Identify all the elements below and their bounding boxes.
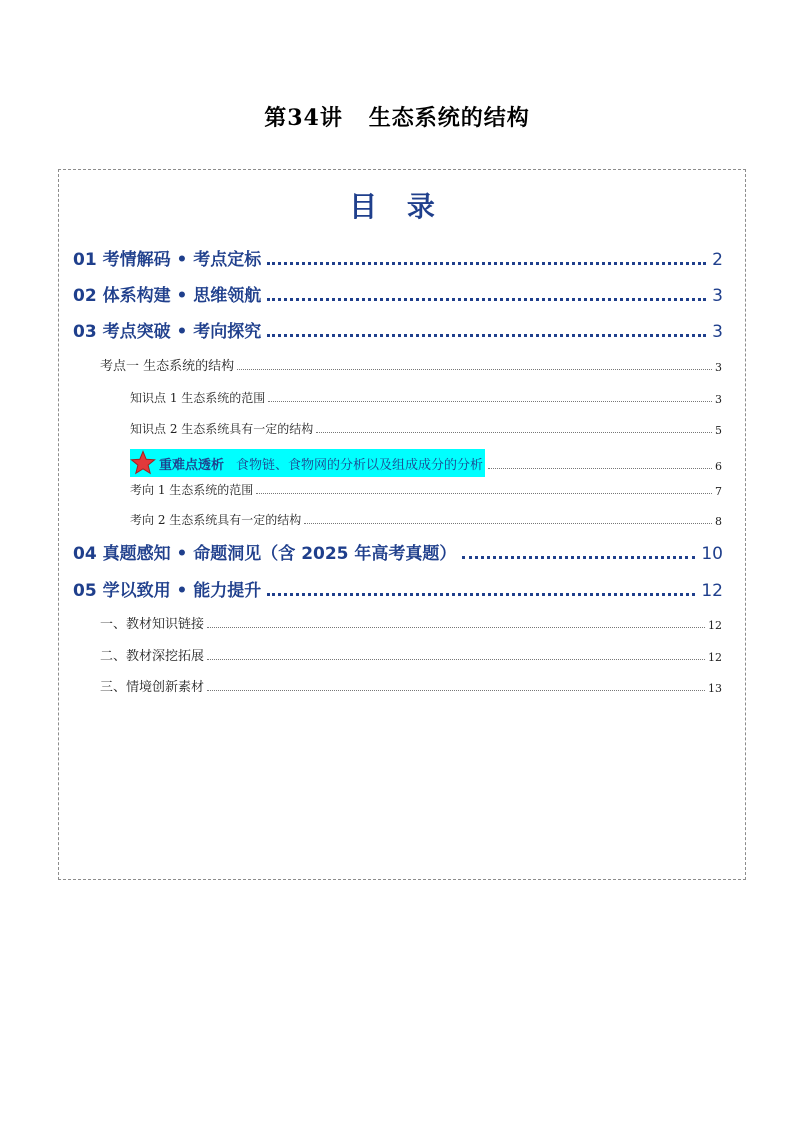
toc-entry-label: 03 考点突破 • 考向探究 xyxy=(73,322,262,342)
toc-leader xyxy=(268,401,712,402)
toc-entry-jiaocai-lianjie[interactable] xyxy=(100,614,722,632)
toc-entry-zhongnandian[interactable] xyxy=(130,449,722,477)
toc-leader xyxy=(267,593,695,596)
toc-leader xyxy=(207,659,705,660)
toc-page-number: 12 xyxy=(701,581,723,601)
toc-entry-label: 知识点 2 生态系统具有一定的结构 xyxy=(130,422,314,436)
toc-entry-label: 二、教材深挖拓展 xyxy=(100,649,205,664)
toc-leader xyxy=(304,523,712,524)
toc-entry-zhishidian-1[interactable] xyxy=(130,388,722,406)
toc-entry-label: 04 真题感知 • 命题洞见（含 2025 年高考真题） xyxy=(73,544,457,564)
toc-leader xyxy=(256,493,712,494)
toc-entry-05[interactable] xyxy=(73,577,723,601)
toc-entry-label: 三、情境创新素材 xyxy=(100,680,205,695)
toc-entry-label: 考向 1 生态系统的范围 xyxy=(130,483,254,497)
toc-entry-label: 02 体系构建 • 思维领航 xyxy=(73,286,262,306)
toc-entry-kaodian-1[interactable] xyxy=(100,356,722,374)
toc-entry-zhishidian-2[interactable] xyxy=(130,419,722,437)
toc-page-number: 7 xyxy=(715,485,722,498)
toc-entry-label: 考向 2 生态系统具有一定的结构 xyxy=(130,513,302,527)
highlight-text: 食物链、食物网的分析以及组成成分的分析 xyxy=(236,457,484,473)
toc-page-number: 13 xyxy=(708,682,722,695)
toc-leader xyxy=(316,432,712,433)
toc-entry-label: 一、教材知识链接 xyxy=(100,617,205,632)
toc-page-number: 5 xyxy=(715,424,722,437)
toc-entry-label: 知识点 1 生态系统的范围 xyxy=(130,391,266,405)
toc-entry-label: 01 考情解码 • 考点定标 xyxy=(73,250,262,270)
toc-page-number: 12 xyxy=(708,619,722,632)
toc-leader xyxy=(267,334,706,337)
toc-leader xyxy=(462,556,695,559)
toc-page-number: 8 xyxy=(715,515,722,528)
toc-entry-01[interactable] xyxy=(73,246,723,270)
toc-leader xyxy=(237,369,712,370)
toc-entry-03[interactable] xyxy=(73,318,723,342)
star-icon xyxy=(130,450,156,476)
toc-page-number: 3 xyxy=(715,361,722,374)
toc-entry-qingjing-sucai[interactable] xyxy=(100,677,722,695)
highlight-label xyxy=(130,449,485,477)
toc-leader xyxy=(267,298,706,301)
toc-leader xyxy=(207,690,705,691)
toc-entry-label: 05 学以致用 • 能力提升 xyxy=(73,581,262,601)
toc-page-number: 3 xyxy=(712,286,723,306)
toc-page-number: 12 xyxy=(708,651,722,664)
toc-entry-label: 考点一 生态系统的结构 xyxy=(100,359,235,374)
toc-page-number: 6 xyxy=(715,460,722,473)
page-title: 第34讲 生态系统的结构 xyxy=(264,105,530,131)
toc-page-number: 2 xyxy=(712,250,723,270)
toc-entry-02[interactable] xyxy=(73,282,723,306)
toc-leader xyxy=(207,627,705,628)
toc-page-number: 3 xyxy=(715,393,722,406)
toc-entry-jiaocai-tuozhan[interactable] xyxy=(100,646,722,664)
toc-entry-kaoxiang-2[interactable] xyxy=(130,510,722,528)
toc-page-number: 3 xyxy=(712,322,723,342)
toc-entry-kaoxiang-1[interactable] xyxy=(130,480,722,498)
toc-page-number: 10 xyxy=(701,544,723,564)
highlight-key: 重难点透析 xyxy=(159,457,225,473)
toc-entry-04[interactable] xyxy=(73,540,723,564)
toc-heading: 目 录 xyxy=(349,190,445,223)
toc-leader xyxy=(267,262,706,265)
toc-leader xyxy=(488,468,712,469)
